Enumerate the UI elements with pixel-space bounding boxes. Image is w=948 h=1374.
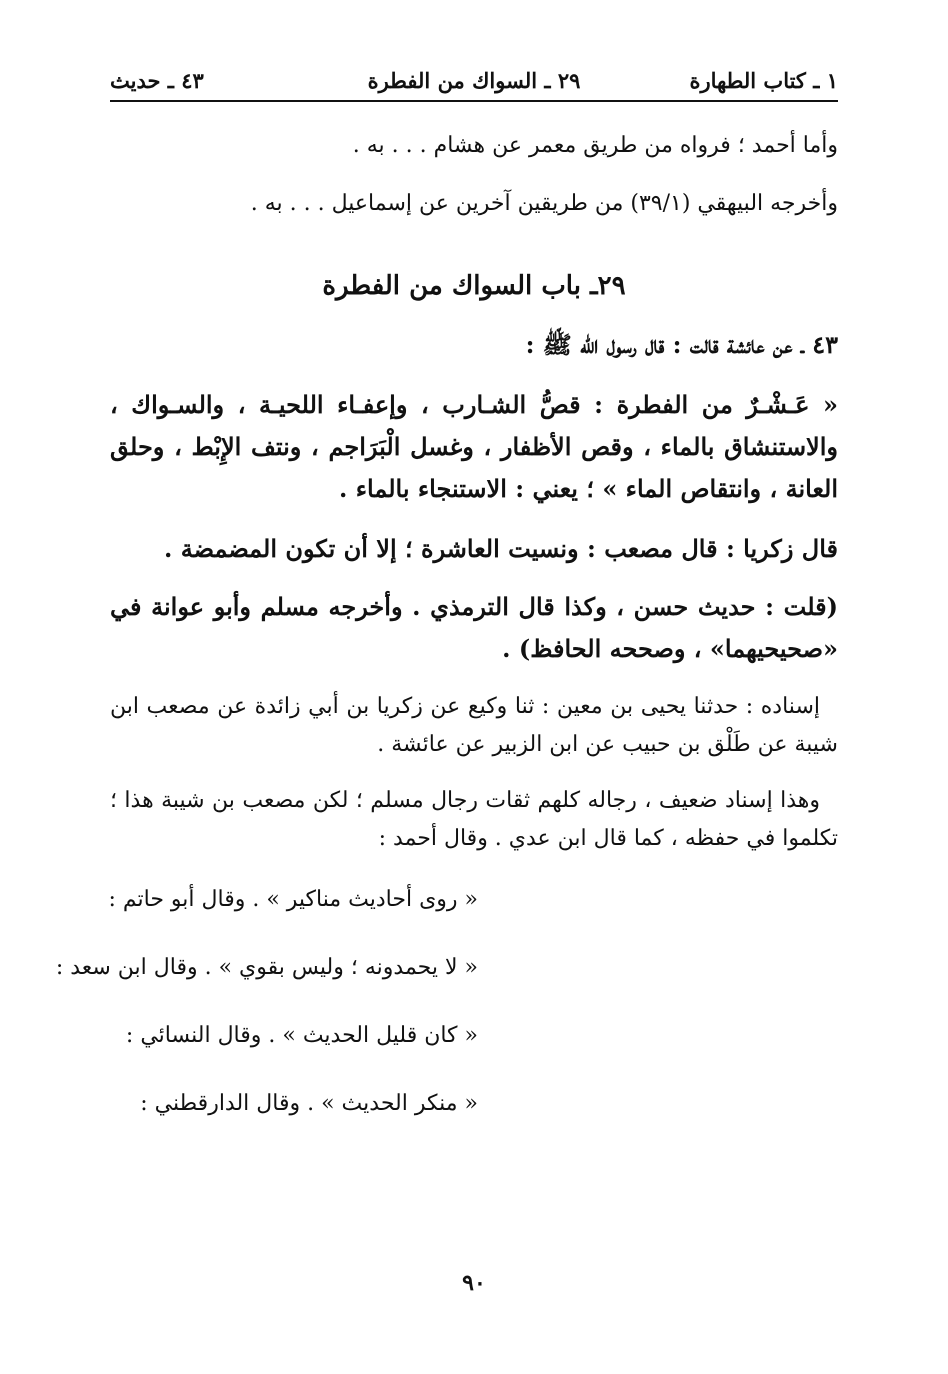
running-header	[110, 60, 838, 102]
paragraph-bayhaqi: وأخرجه البيهقي (٣٩/١) من طريقين آخرين عن إسماعيل . . . به .	[250, 191, 838, 216]
zakariya-note: قال زكريا : قال مصعب : ونسيت العاشرة ؛ إلا أن تكون المضمضة .	[164, 534, 838, 563]
criticism-quote: « لا يحمدونه ؛ وليس بقوي » . وقال ابن سعد :	[55, 955, 478, 980]
book-page	[55, 60, 838, 1124]
header-book-title: ١ ـ كتاب الطهارة	[689, 68, 838, 93]
chapter-heading: ٢٩ـ باب السواك من الفطرة	[322, 271, 626, 301]
paragraph-ahmad: وأما أحمد ؛ فرواه من طريق معمر عن هشام . . . به .	[352, 133, 838, 158]
isnad-commentary: وهذا إسناد ضعيف ، رجاله كلهم ثقات رجال مسلم ؛ لكن مصعب بن شيبة هذا ؛ تكلموا في حفظه ، كما قال ابن عدي . وقال أحمد :	[110, 788, 838, 851]
narrator-criticism-list	[55, 880, 838, 1124]
header-chapter-title: ٢٩ ـ السواك من الفطرة	[367, 68, 581, 93]
author-grading: (قلت : حديث حسن ، وكذا قال الترمذي . وأخرجه مسلم وأبو عوانة في «صحيحيهما» ، وصححه الحافظ) .	[110, 592, 838, 663]
criticism-quote: « كان قليل الحديث » . وقال النسائي :	[125, 1023, 478, 1048]
hadith-text: « عَـشْـرٌ من الفطرة : قصُّ الشـارب ، وإعفـاء اللحيـة ، والسـواك ، والاستنشاق بالماء ، وقص الأظفار ، وغسل الْبَرَاجم ، ونتف الإِبْط ، وحلق العانة ، وانتقاص الماء » ؛ يعني : الاستنجاء بالماء .	[110, 390, 838, 503]
isnad-paragraph: إسناده : حدثنا يحيى بن معين : ثنا وكيع عن زكريا بن أبي زائدة عن مصعب ابن شيبة عن طَلْق بن حبيب عن ابن الزبير عن عائشة .	[110, 694, 838, 757]
page-number: ٩٠	[462, 1270, 486, 1296]
header-hadith-number: ٤٣ ـ حديث	[110, 68, 204, 93]
criticism-quote: « روى أحاديث مناكير » . وقال أبو حاتم :	[108, 887, 478, 912]
criticism-quote: « منكر الحديث » . وقال الدارقطني :	[140, 1091, 478, 1116]
header-rule	[110, 100, 838, 102]
hadith-intro: ٤٣ ـ عن عائشة قالت : قال رسول الله ﷺ :	[525, 330, 838, 359]
